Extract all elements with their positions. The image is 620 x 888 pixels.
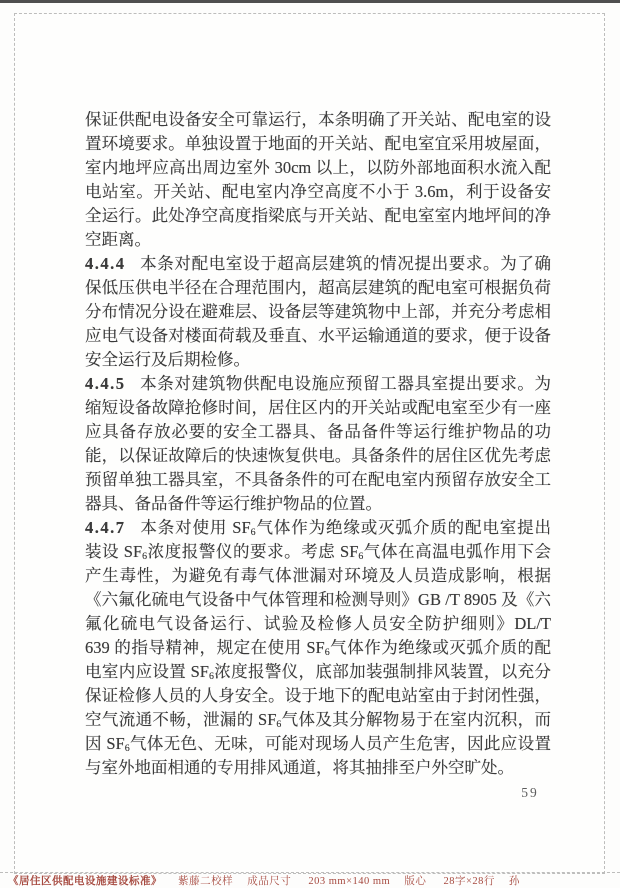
text-line: 《六氟化硫电气设备中气体管理和检测导则》GB /T 8905 及《六 bbox=[85, 590, 551, 609]
text-line: 保低压供电半径在合理范围内，超高层建筑的配电室可根据负荷 bbox=[85, 278, 551, 297]
text-line: 氟化硫电气设备运行、试验及检修人员安全防护细则》DL/T bbox=[85, 614, 551, 633]
text-line: 室内地坪应高出周边室外 30cm 以上，以防外部地面积水流入配 bbox=[85, 158, 551, 177]
text-line: 应具备存放必要的安全工器具、备品备件等运行维护物品的功 bbox=[85, 422, 551, 441]
text-line: 4.4.5 本条对建筑物供配电设施应预留工器具室提出要求。为 bbox=[85, 374, 551, 393]
text-line: 电站室。开关站、配电室内净空高度不小于 3.6m，利于设备安 bbox=[85, 182, 551, 201]
text-line: 因 $SF_6$气体无色、无味，可能对现场人员产生危害，因此应设置 bbox=[85, 734, 551, 754]
footer-layout-label: 版心 bbox=[404, 876, 427, 887]
text-line: 应电气设备对楼面荷载及垂直、水平运输通道的要求，便于设备 bbox=[85, 326, 551, 345]
text-line: 639 的指导精神，规定在使用 $SF_6$气体作为绝缘或灭弧介质的配 bbox=[85, 638, 551, 658]
body-text-block bbox=[85, 108, 551, 780]
text-line: 全运行。此处净空高度指梁底与开关站、配电室室内地坪间的净 bbox=[85, 206, 551, 225]
proof-info-footer bbox=[8, 873, 612, 888]
clause-number: 4.4.4 bbox=[85, 254, 126, 273]
text-line: 保证供配电设备安全可靠运行，本条明确了开关站、配电室的设 bbox=[85, 110, 551, 129]
footer-size-value: 203 mm×140 mm bbox=[308, 876, 391, 887]
text-line: 装设 $SF_6$浓度报警仪的要求。考虑 $SF_6$气体在高温电弧作用下会 bbox=[85, 542, 551, 562]
footer-proof-stage: 紫藤二校样 bbox=[178, 876, 234, 887]
text-line: 缩短设备故障抢修时间，居住区内的开关站或配电室至少有一座 bbox=[85, 398, 551, 417]
continued-paragraph bbox=[85, 108, 551, 252]
clause-paragraph-4.4.5 bbox=[85, 372, 551, 516]
text-line: 预留单独工器具室，不具备条件的可在配电室内预留存放安全工 bbox=[85, 470, 551, 489]
text-line: 4.4.4 本条对配电室设于超高层建筑的情况提出要求。为了确 bbox=[85, 254, 551, 273]
footer-layout-value: 28字×28行 bbox=[443, 876, 495, 887]
text-line: 空距离。 bbox=[85, 230, 151, 249]
footer-proofreader: 孙 bbox=[509, 876, 521, 887]
clause-number: 4.4.5 bbox=[85, 374, 126, 393]
text-line: 与室外地面相通的专用排风通道，将其抽排至户外空旷处。 bbox=[85, 758, 514, 777]
footer-book-title: 《居住区供配电设施建设标准》 bbox=[8, 876, 162, 887]
text-line: 置环境要求。单独设置于地面的开关站、配电室宜采用坡屋面， bbox=[85, 134, 551, 153]
text-line: 保证检修人员的人身安全。设于地下的配电站室由于封闭性强， bbox=[85, 686, 551, 705]
page-number: 59 bbox=[521, 785, 539, 800]
text-line: 产生毒性，为避免有毒气体泄漏对环境及人员造成影响，根据 bbox=[85, 566, 551, 585]
text-line: 分布情况分设在避难层、设备层等建筑物中上部，并充分考虑相 bbox=[85, 302, 551, 321]
text-line: 安全运行及后期检修。 bbox=[85, 350, 250, 369]
clause-paragraph-4.4.7 bbox=[85, 516, 551, 780]
text-line: 空气流通不畅，泄漏的 $SF_6$气体及其分解物易于在室内沉积，而 bbox=[85, 710, 551, 730]
clause-paragraph-4.4.4 bbox=[85, 252, 551, 372]
text-line: 电室内应设置 $SF_6$浓度报警仪，底部加装强制排风装置，以充分 bbox=[85, 662, 551, 682]
clause-number: 4.4.7 bbox=[85, 518, 126, 537]
scan-edge-bar bbox=[0, 0, 620, 3]
footer-size-label: 成品尺寸 bbox=[247, 876, 292, 887]
text-line: 能，以保证故障后的快速恢复供电。具备条件的居住区优先考虑 bbox=[85, 446, 551, 465]
text-line: 器具、备品备件等运行维护物品的位置。 bbox=[85, 494, 382, 513]
text-line: 4.4.7 本条对使用 $SF_6$气体作为绝缘或灭弧介质的配电室提出 bbox=[85, 518, 551, 538]
